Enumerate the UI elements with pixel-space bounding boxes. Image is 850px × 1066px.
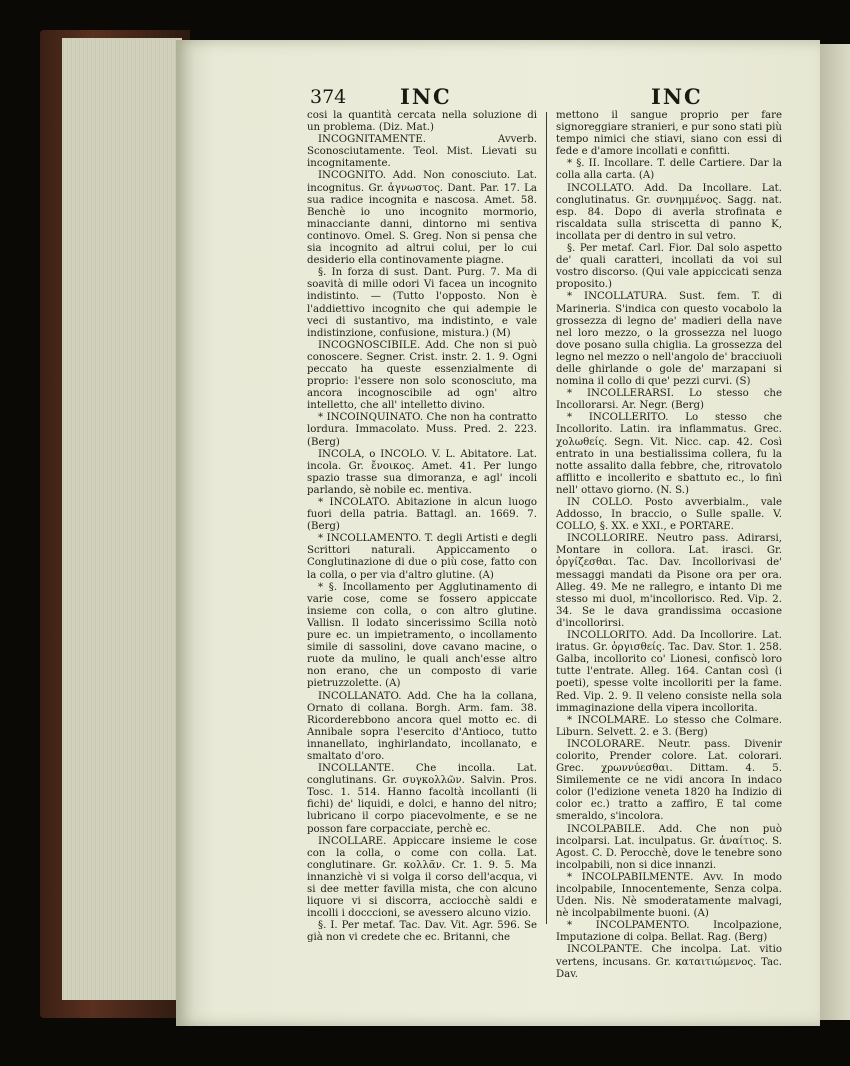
entry: INCOGNITAMENTE. Avverb. Sconosciutamente. Teol. Mist. Lievati su incognitamente. — [307, 134, 537, 170]
entry: §. Per metaf. Carl. Fior. Dal solo aspetto de' quali caratteri, incollati da voi sul vostro discorso. (Qui vale appiccicati senza proposito.) — [556, 243, 782, 291]
running-head-right: INC — [651, 84, 703, 109]
entry: * INCOLLATURA. Sust. fem. T. di Marineria. S'indica con questo vocabolo la grossezza di legno de' madieri della nave nel loro mezzo, o la grossezza nel luogo dove posano sulla chiglia. La grossezza del legno nel mezzo o nell'angolo de' bracciuoli delle ghirlande o gole de' marzapani si nomina il collo di que' pezzi curvi. (S) — [556, 291, 782, 388]
entry: * INCOLATO. Abitazione in alcun luogo fuori della patria. Battagl. an. 1669. 7. (Berg) — [307, 497, 537, 533]
entry: cosi la quantità cercata nella soluzione di un problema. (Diz. Mat.) — [307, 110, 537, 134]
page-number: 374 — [310, 86, 347, 108]
entry: INCOLA, o INCOLO. V. L. Abitatore. Lat. incola. Gr. ἔνοικος. Amet. 41. Per lungo spazio trasse sua dimoranza, e agl' incoli parlando, sè nobile ec. mentiva. — [307, 448, 537, 496]
entry: * INCOINQUINATO. Che non ha contratto lordura. Immacolato. Muss. Pred. 2. 223. (Berg) — [307, 412, 537, 448]
left-column — [307, 110, 537, 944]
entry: INCOLLORIRE. Neutro pass. Adirarsi, Montare in collora. Lat. irasci. Gr. ὀργίζεσθαι. Tac. Dav. Incollorivasi de' messaggi mandati da Pisone ora per ora. Alleg. 49. Me ne rallegro, e intanto Di me stesso mi duol, m'incollorisco. Red. Vip. 2. 34. Se le dava grandissima occasione d'incollorirsi. — [556, 533, 782, 629]
entry: INCOGNITO. Add. Non conosciuto. Lat. incognitus. Gr. ἀγνωστος. Dant. Par. 17. La sua radice incognita e nascosa. Amet. 58. Benchè io uno incognito mormorio, minacciante danni, dintorno mi sentiva continovo. Omel. S. Greg. Non si pensa che sia incognito ad altrui colui, per lo cui desiderio ella continovamente piagne. — [307, 170, 537, 267]
entry: * INCOLLAMENTO. T. degli Artisti e degli Scrittori naturali. Appiccamento o Conglutinazione di due o più cose, fatto con la colla, o per via d'altro glutine. (A) — [307, 533, 537, 581]
entry: INCOGNOSCIBILE. Add. Che non si può conoscere. Segner. Crist. instr. 2. 1. 9. Ogni peccato ha queste essenzialmente di proprio: l'essere non solo sconosciuto, ma ancora incognoscibile ad ogn' altro intelletto, che all' intelletto divino. — [307, 339, 537, 412]
column-rule — [546, 112, 547, 924]
entry: INCOLLANTE. Che incolla. Lat. conglutinans. Gr. συγκολλῶν. Salvin. Pros. Tosc. 1. 514. Hanno facoltà incollanti (li fichi) de' liquidi, e dolci, e hanno del nitro; lubricano il corpo piacevolmente, e se ne posson fare corpacciate, perchè ec. — [307, 763, 537, 835]
entry: * INCOLPABILMENTE. Avv. In modo incolpabile, Innocentemente, Senza colpa. Uden. Nis. Nè smoderatamente malvagi, nè incolpabilmente buoni. (A) — [556, 871, 782, 920]
entry: INCOLORARE. Neutr. pass. Divenir colorito, Prender colore. Lat. colorari. Grec. χρωννύεσθαι. Dittam. 4. 5. Similemente ce ne vidi ancora In indaco color (l'edizione veneta 1820 ha Indizio di color ec.) tratto a zaffiro, E tal come smeraldo, s'incolora. — [556, 738, 782, 823]
entry: * §. II. Incollare. T. delle Cartiere. Dar la colla alla carta. (A) — [556, 158, 782, 182]
right-column — [556, 110, 782, 981]
facing-page-edge — [820, 44, 850, 1020]
entry: * INCOLLERARSI. Lo stesso che Incollorarsi. Ar. Negr. (Berg) — [556, 388, 782, 412]
running-head-left: INC — [400, 84, 452, 109]
entry: INCOLLARE. Appiccare insieme le cose con la colla, o come con colla. Lat. conglutinare. Gr. κολλᾶν. Cr. 1. 9. 5. Ma innanzichè vi si volga il corso dell'acqua, vi si dee metter favilla mista, che con alcuno liquore vi si discorra, acciocchè saldi e incolli i docccioni, se avessero alcuno vizio. — [307, 835, 537, 920]
entry: mettono il sangue proprio per fare signoreggiare stranieri, e pur sono stati più tempo nimici che stiavi, siano con essi di fede e d'amore incollati e confitti. — [556, 110, 782, 158]
entry: * INCOLMARE. Lo stesso che Colmare. Liburn. Selvett. 2. e 3. (Berg) — [556, 714, 782, 738]
entry: * §. Incollamento per Agglutinamento di varie cose, come se fossero appiccate insieme con colla, o con altro glutine. Vallisn. Il lodato sincerissimo Scilla notò pure ec. un impietramento, o incollamento simile di sassolini, dove cavano macine, o ruote da mulino, le quali anch'esse altro non erano, che un composto di varie pietruzzolette. (A) — [307, 581, 537, 690]
entry: INCOLLATO. Add. Da Incollare. Lat. conglutinatus. Gr. συνημμένος. Sagg. nat. esp. 84. Dopo di averla strofinata e riscaldata sulla striscetta di panno K, incollata per di dentro in sul vetro. — [556, 182, 782, 242]
page-edges — [62, 38, 182, 1000]
entry: §. In forza di sust. Dant. Purg. 7. Ma di soavità di mille odori Vi facea un incognito indistinto. — (Tutto l'opposto. Non è l'addiettivo incognito che qui adempie le veci di sustantivo, ma indistinto, e vale indistinzione, confusione, mistura.) (M) — [307, 267, 537, 339]
entry: IN COLLO. Posto avverbialm., vale Addosso, In braccio, o Sulle spalle. V. COLLO, §. XX. e XXI., e PORTARE. — [556, 497, 782, 533]
entry: * INCOLLERITO. Lo stesso che Incollorito. Latin. ira inflammatus. Grec. χολωθείς. Segn. Vit. Nicc. cap. 42. Così entrato in una bestialissima collera, fu la notte assalito dalla febbre, che, ritrovatolo afflitto e incollerito e sbattuto ec., lo finì nell' ottavo giorno. (N. S.) — [556, 412, 782, 496]
entry: INCOLPABILE. Add. Che non può incolparsi. Lat. inculpatus. Gr. ἀναίτιος. S. Agost. C. D. Perocchè, dove le tenebre sono incolpabili, non si dice innanzi. — [556, 823, 782, 871]
entry: * INCOLPAMENTO. Incolpazione, Imputazione di colpa. Bellat. Rag. (Berg) — [556, 920, 782, 944]
entry: INCOLLORITO. Add. Da Incollorire. Lat. iratus. Gr. ὀργισθείς. Tac. Dav. Stor. 1. 258. Galba, incollorito co' Lionesi, confiscò loro tutte l'entrate. Alleg. 164. Cantan così (i poeti), spesse volte incolloriti per la fame. Red. Vip. 2. 9. Il veleno consiste nella sola immaginazione della vipera incollorita. — [556, 630, 782, 714]
entry: §. I. Per metaf. Tac. Dav. Vit. Agr. 596. Se già non vi credete che ec. Britanni, che — [307, 920, 537, 944]
entry: INCOLPANTE. Che incolpa. Lat. vitio vertens, incusans. Gr. καταιτιώμενος. Tac. Dav. — [556, 944, 782, 980]
entry: INCOLLANATO. Add. Che ha la collana, Ornato di collana. Borgh. Arm. fam. 38. Ricorderebbono ancora quel motto ec. di Annibale sopra l'esercito d'Antioco, tutto innanellato, inghirlandato, incollanato, e smaltato d'oro. — [307, 690, 537, 762]
